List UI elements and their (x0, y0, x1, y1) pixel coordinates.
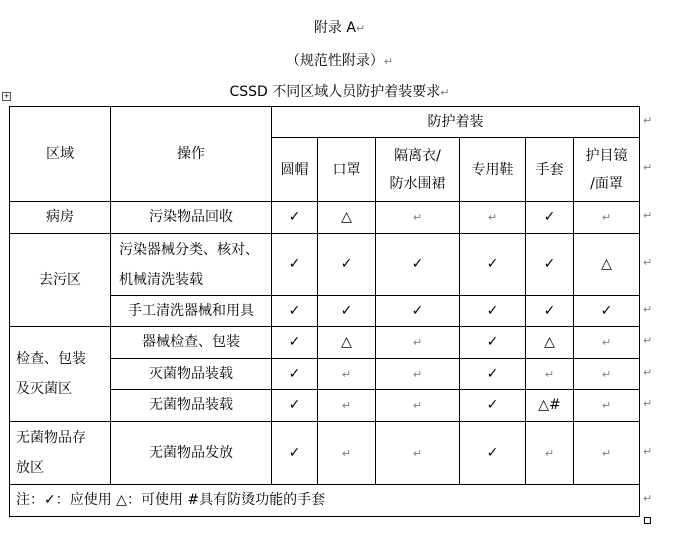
usage-cell (526, 359, 574, 390)
usage-cell (376, 359, 460, 390)
usage-cell (460, 327, 526, 359)
check-mark: ✓ (600, 302, 613, 319)
operation-label: 器械检查、包装 (142, 334, 240, 350)
usage-cell (460, 296, 526, 327)
check-mark: ✓ (288, 334, 301, 350)
area-label: 无菌物品存 (16, 430, 86, 446)
usage-cell (526, 327, 574, 359)
paragraph-mark: ↵ (341, 399, 352, 412)
paragraph-mark: ↵ (643, 302, 653, 316)
paragraph-mark: ↵ (412, 367, 423, 381)
check-mark: ✓ (288, 444, 301, 461)
usage-cell (526, 296, 574, 327)
operation-cell (111, 327, 272, 359)
note-text: 注：✓：应使用 △：可使用 #具有防烫功能的手套 (16, 492, 326, 508)
operation-cell (111, 359, 272, 390)
check-mark: ✓ (340, 256, 353, 272)
equipment-label: 圆帽 (280, 161, 309, 178)
paragraph-mark: ↵ (643, 492, 653, 505)
usage-cell (574, 422, 640, 485)
paragraph-mark: ↵ (355, 22, 366, 35)
paragraph-mark: ↵ (643, 334, 653, 347)
operation-label: 机械清洗装载 (119, 271, 203, 288)
triangle-mark: △# (538, 397, 561, 413)
paragraph-mark: ↵ (440, 86, 450, 99)
usage-cell (376, 234, 460, 296)
usage-cell (376, 327, 460, 359)
usage-cell (574, 296, 640, 327)
paragraph-mark: ↵ (412, 336, 423, 349)
paragraph-mark: ↵ (643, 397, 653, 410)
operation-cell (111, 202, 272, 234)
usage-cell (272, 359, 318, 390)
usage-cell (460, 234, 526, 296)
usage-cell (376, 202, 460, 234)
triangle-mark: △ (341, 334, 352, 350)
area-label: 病房 (46, 209, 74, 225)
usage-cell (574, 202, 640, 234)
usage-cell (272, 390, 318, 422)
operation-label: 污染物品回收 (149, 209, 233, 225)
usage-cell (318, 202, 376, 234)
triangle-mark: △ (544, 334, 555, 350)
table-row (10, 422, 640, 485)
check-mark: ✓ (486, 302, 499, 319)
usage-cell (272, 327, 318, 359)
check-mark: ✓ (288, 256, 301, 272)
appendix-text: 附录 A (313, 20, 356, 36)
check-mark: ✓ (486, 365, 499, 382)
usage-cell (574, 327, 640, 359)
usage-cell (460, 359, 526, 390)
table-row (10, 202, 640, 234)
area-label: 放区 (16, 460, 44, 476)
area-cell (10, 327, 111, 422)
usage-cell (526, 390, 574, 422)
usage-cell (318, 390, 376, 422)
check-mark: ✓ (288, 397, 301, 413)
usage-cell (526, 422, 574, 485)
usage-cell (574, 390, 640, 422)
usage-cell (460, 390, 526, 422)
appendix-title (0, 17, 679, 37)
usage-cell (272, 234, 318, 296)
table-title (0, 81, 679, 101)
header-area: 区域 (10, 107, 111, 202)
check-mark: ✓ (543, 209, 556, 225)
header-equipment (376, 138, 460, 202)
usage-cell (460, 422, 526, 485)
usage-cell (526, 202, 574, 234)
paragraph-mark: ↵ (643, 113, 653, 127)
check-mark: ✓ (411, 302, 424, 319)
check-mark: ✓ (288, 302, 301, 319)
check-mark: ✓ (288, 365, 301, 382)
header-row (10, 107, 640, 138)
usage-cell (376, 296, 460, 327)
paragraph-mark: ↵ (601, 446, 612, 460)
usage-cell (318, 422, 376, 485)
paragraph-mark: ↵ (412, 399, 423, 412)
usage-cell (272, 296, 318, 327)
table-title-text: CSSD 不同区域人员防护着装要求 (229, 84, 441, 100)
usage-cell (272, 422, 318, 485)
area-label: 去污区 (39, 271, 81, 288)
paragraph-mark: ↵ (341, 367, 352, 381)
table-resize-handle-icon[interactable] (644, 517, 651, 524)
operation-label: 无菌物品装载 (149, 397, 233, 413)
paragraph-mark: ↵ (601, 336, 612, 349)
equipment-label: 手套 (535, 161, 564, 178)
area-label: 及灭菌区 (16, 381, 72, 397)
usage-cell (318, 327, 376, 359)
triangle-mark: △ (601, 256, 612, 272)
paragraph-mark: ↵ (601, 211, 612, 224)
table-move-handle-icon[interactable]: + (3, 92, 10, 100)
paragraph-mark: ↵ (487, 211, 498, 224)
paragraph-mark: ↵ (643, 161, 653, 174)
note-row (10, 485, 640, 517)
usage-cell (574, 234, 640, 296)
check-mark: ✓ (543, 302, 556, 319)
equipment-label: 防水围裙 (389, 175, 446, 192)
header-equipment (318, 138, 376, 202)
usage-cell (318, 296, 376, 327)
check-mark: ✓ (486, 397, 499, 413)
check-mark: ✓ (486, 444, 499, 461)
normative-label (0, 50, 679, 70)
area-label: 检查、包装 (16, 351, 86, 367)
operation-cell (111, 234, 272, 296)
table-row (10, 327, 640, 359)
usage-cell (318, 234, 376, 296)
check-mark: ✓ (288, 209, 301, 225)
header-equipment (272, 138, 318, 202)
check-mark: ✓ (340, 302, 353, 319)
paragraph-mark: ↵ (341, 446, 352, 460)
note-cell (10, 485, 640, 517)
check-mark: ✓ (486, 256, 499, 272)
operation-cell (111, 296, 272, 327)
equipment-label: 口罩 (332, 161, 361, 178)
paragraph-mark: ↵ (544, 367, 555, 381)
usage-cell (526, 234, 574, 296)
check-mark: ✓ (543, 256, 556, 272)
operation-label: 污染器械分类、核对、 (119, 241, 259, 258)
equipment-label: /面罩 (590, 175, 623, 192)
operation-label: 手工清洗器械和用具 (128, 302, 254, 319)
equipment-label: 专用鞋 (471, 161, 514, 178)
equipment-label: 隔离衣/ (394, 147, 441, 164)
paragraph-mark: ↵ (601, 367, 612, 381)
operation-label: 灭菌物品装载 (149, 365, 233, 382)
equipment-label: 护目镜 (585, 147, 628, 164)
area-cell (10, 422, 111, 485)
check-mark: ✓ (411, 256, 424, 272)
header-equipment (460, 138, 526, 202)
header-equipment (526, 138, 574, 202)
usage-cell (376, 422, 460, 485)
paragraph-mark: ↵ (383, 55, 394, 68)
paragraph-mark: ↵ (412, 446, 423, 460)
protection-table (9, 106, 640, 517)
paragraph-mark: ↵ (643, 209, 653, 222)
paragraph-mark: ↵ (643, 365, 653, 379)
paragraph-mark: ↵ (643, 444, 653, 458)
table-row (10, 234, 640, 296)
usage-cell (376, 390, 460, 422)
header-equipment (574, 138, 640, 202)
header-protection: 防护着装 (272, 107, 640, 138)
header-operation: 操作 (111, 107, 272, 202)
operation-cell (111, 390, 272, 422)
usage-cell (574, 359, 640, 390)
area-cell (10, 234, 111, 327)
usage-cell (318, 359, 376, 390)
operation-label: 无菌物品发放 (149, 444, 233, 461)
paragraph-mark: ↵ (601, 399, 612, 412)
usage-cell (460, 202, 526, 234)
triangle-mark: △ (341, 209, 352, 225)
area-cell (10, 202, 111, 234)
paragraph-mark: ↵ (643, 256, 653, 269)
normative-text: （规范性附录） (285, 53, 384, 69)
operation-cell (111, 422, 272, 485)
paragraph-mark: ↵ (412, 211, 423, 224)
check-mark: ✓ (486, 334, 499, 350)
usage-cell (272, 202, 318, 234)
paragraph-mark: ↵ (544, 446, 555, 460)
